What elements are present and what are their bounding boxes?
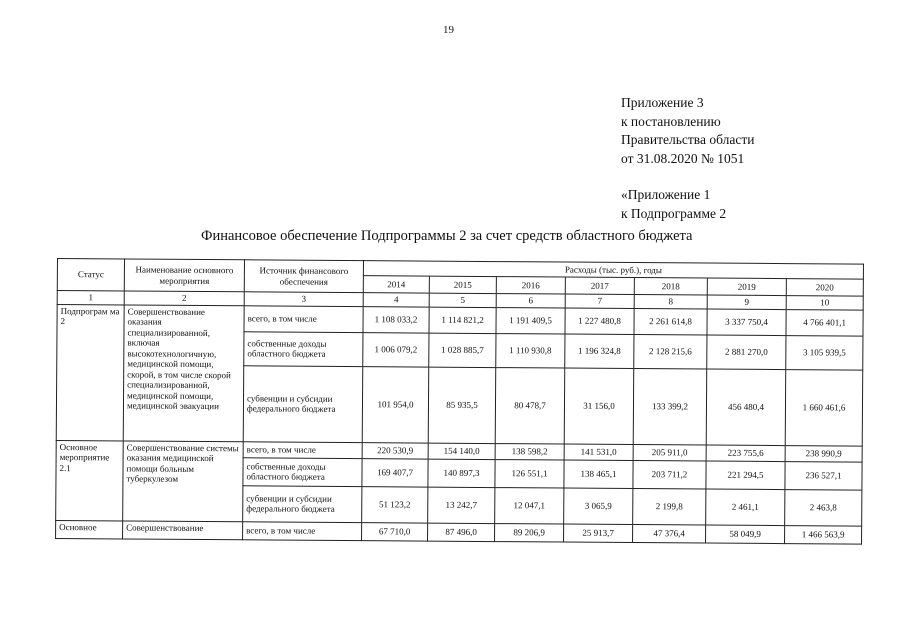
activity-name-cell: Совершенствование оказания специализированной, включая высокотехнологичную, медицинской помощи, скорой, в том числе скорой специализированной, медицинской помощи, медицинской эвакуации	[123, 304, 244, 441]
column-number: 1	[57, 291, 124, 305]
appendix-line: от 31.08.2020 № 1051	[621, 150, 745, 166]
value-cell: 12 047,1	[495, 487, 564, 523]
value-cell: 1 227 480,8	[565, 308, 634, 334]
table-row	[57, 304, 863, 336]
value-cell: 89 206,9	[495, 523, 564, 541]
column-number: 8	[634, 295, 707, 309]
document-title: Финансовое обеспечение Подпрограммы 2 за счет средств областного бюджета	[201, 228, 693, 244]
value-cell: 31 156,0	[564, 368, 634, 444]
source-cell: всего, в том числе	[243, 521, 362, 540]
header-year: 2018	[634, 278, 707, 296]
value-cell: 1 196 324,8	[565, 334, 634, 368]
value-cell: 25 913,7	[564, 524, 633, 542]
value-cell: 1 108 033,2	[363, 306, 429, 332]
appendix-line: Правительства области	[621, 132, 755, 147]
value-cell: 2 128 215,6	[634, 334, 707, 369]
column-number: 9	[707, 295, 786, 309]
header-name: Наименование основного мероприятия	[124, 259, 244, 292]
page-number: 19	[443, 24, 454, 36]
header-year: 2019	[707, 278, 786, 296]
status-cell: Подпрограм ма 2	[56, 304, 124, 440]
source-cell: собственные доходы областного бюджета	[244, 331, 363, 366]
appendix-line: Приложение 3	[621, 95, 704, 110]
value-cell: 133 399,2	[633, 368, 707, 445]
value-cell: 3 105 939,5	[786, 335, 863, 370]
column-number: 2	[124, 291, 244, 305]
value-cell: 51 123,2	[362, 486, 428, 522]
value-cell: 1 114 821,2	[429, 307, 496, 333]
value-cell: 141 531,0	[564, 444, 633, 460]
value-cell: 1 660 461,6	[785, 369, 863, 446]
activity-name-cell: Совершенствование системы оказания медицинской помощи больным туберкулезом	[123, 440, 244, 521]
value-cell: 1 466 563,9	[785, 525, 862, 544]
column-number: 6	[496, 294, 565, 308]
source-cell: всего, в том числе	[243, 441, 362, 458]
value-cell: 238 990,9	[785, 445, 862, 462]
column-number: 5	[429, 293, 496, 307]
value-cell: 220 530,9	[362, 442, 428, 458]
value-cell: 101 954,0	[362, 366, 429, 442]
header-year: 2015	[429, 276, 496, 293]
value-cell: 1 006 079,2	[363, 332, 429, 366]
value-cell: 126 551,1	[495, 459, 564, 487]
value-cell: 2 881 270,0	[707, 335, 786, 370]
source-cell: собственные доходы областного бюджета	[243, 457, 362, 486]
value-cell: 138 465,1	[564, 460, 633, 488]
value-cell: 4 766 401,1	[786, 309, 863, 336]
header-status: Статус	[57, 259, 124, 291]
appendix-line: «Приложение 1	[621, 187, 711, 202]
value-cell: 169 407,7	[362, 458, 428, 486]
value-cell: 1 110 930,8	[496, 333, 565, 367]
value-cell: 2 199,8	[633, 488, 706, 525]
header-year: 2014	[363, 276, 429, 293]
value-cell: 80 478,7	[495, 367, 565, 443]
value-cell: 2 461,1	[706, 489, 785, 526]
value-cell: 47 376,4	[633, 524, 706, 543]
value-cell: 2 261 614,8	[634, 308, 707, 335]
value-cell: 2 463,8	[785, 489, 862, 526]
value-cell: 87 496,0	[428, 523, 495, 541]
value-cell: 3 337 750,4	[707, 309, 786, 336]
column-number: 7	[565, 294, 634, 308]
value-cell: 203 711,2	[633, 460, 706, 489]
activity-name-cell: Совершенствование	[123, 520, 243, 539]
column-number: 10	[786, 296, 863, 310]
header-year: 2017	[565, 277, 634, 294]
source-cell: субвенции и субсидии федерального бюджета	[243, 365, 363, 442]
value-cell: 456 480,4	[706, 369, 786, 446]
value-cell: 58 049,9	[706, 525, 785, 544]
value-cell: 236 527,1	[785, 461, 862, 490]
value-cell: 85 935,5	[428, 367, 496, 443]
value-cell: 154 140,0	[428, 443, 495, 459]
value-cell: 1 028 885,7	[429, 333, 496, 367]
financing-table	[55, 258, 864, 544]
source-cell: всего, в том числе	[244, 305, 363, 332]
value-cell: 223 755,6	[706, 445, 785, 462]
status-cell: Основное мероприятие 2.1	[56, 440, 124, 520]
value-cell: 221 294,5	[706, 461, 785, 490]
header-expenses: Расходы (тыс. руб.), годы	[363, 261, 863, 279]
value-cell: 1 191 409,5	[496, 307, 565, 333]
header-source: Источник финансового обеспечения	[244, 260, 363, 293]
status-cell: Основное	[56, 520, 123, 538]
appendix-note	[621, 94, 754, 223]
column-number: 4	[363, 293, 429, 307]
header-year: 2020	[786, 279, 863, 297]
appendix-line: к Подпрограмме 2	[621, 205, 727, 221]
value-cell: 205 911,0	[633, 444, 706, 461]
financing-table-wrap	[55, 258, 863, 544]
column-number: 3	[244, 292, 363, 306]
source-cell: субвенции и субсидии федерального бюджета	[243, 485, 362, 522]
header-year: 2016	[496, 277, 565, 294]
value-cell: 67 710,0	[362, 522, 428, 540]
value-cell: 140 897,3	[428, 459, 495, 487]
value-cell: 13 242,7	[428, 487, 495, 523]
value-cell: 3 065,9	[564, 488, 633, 524]
appendix-line: к постановлению	[621, 113, 721, 129]
value-cell: 138 598,2	[495, 443, 564, 459]
